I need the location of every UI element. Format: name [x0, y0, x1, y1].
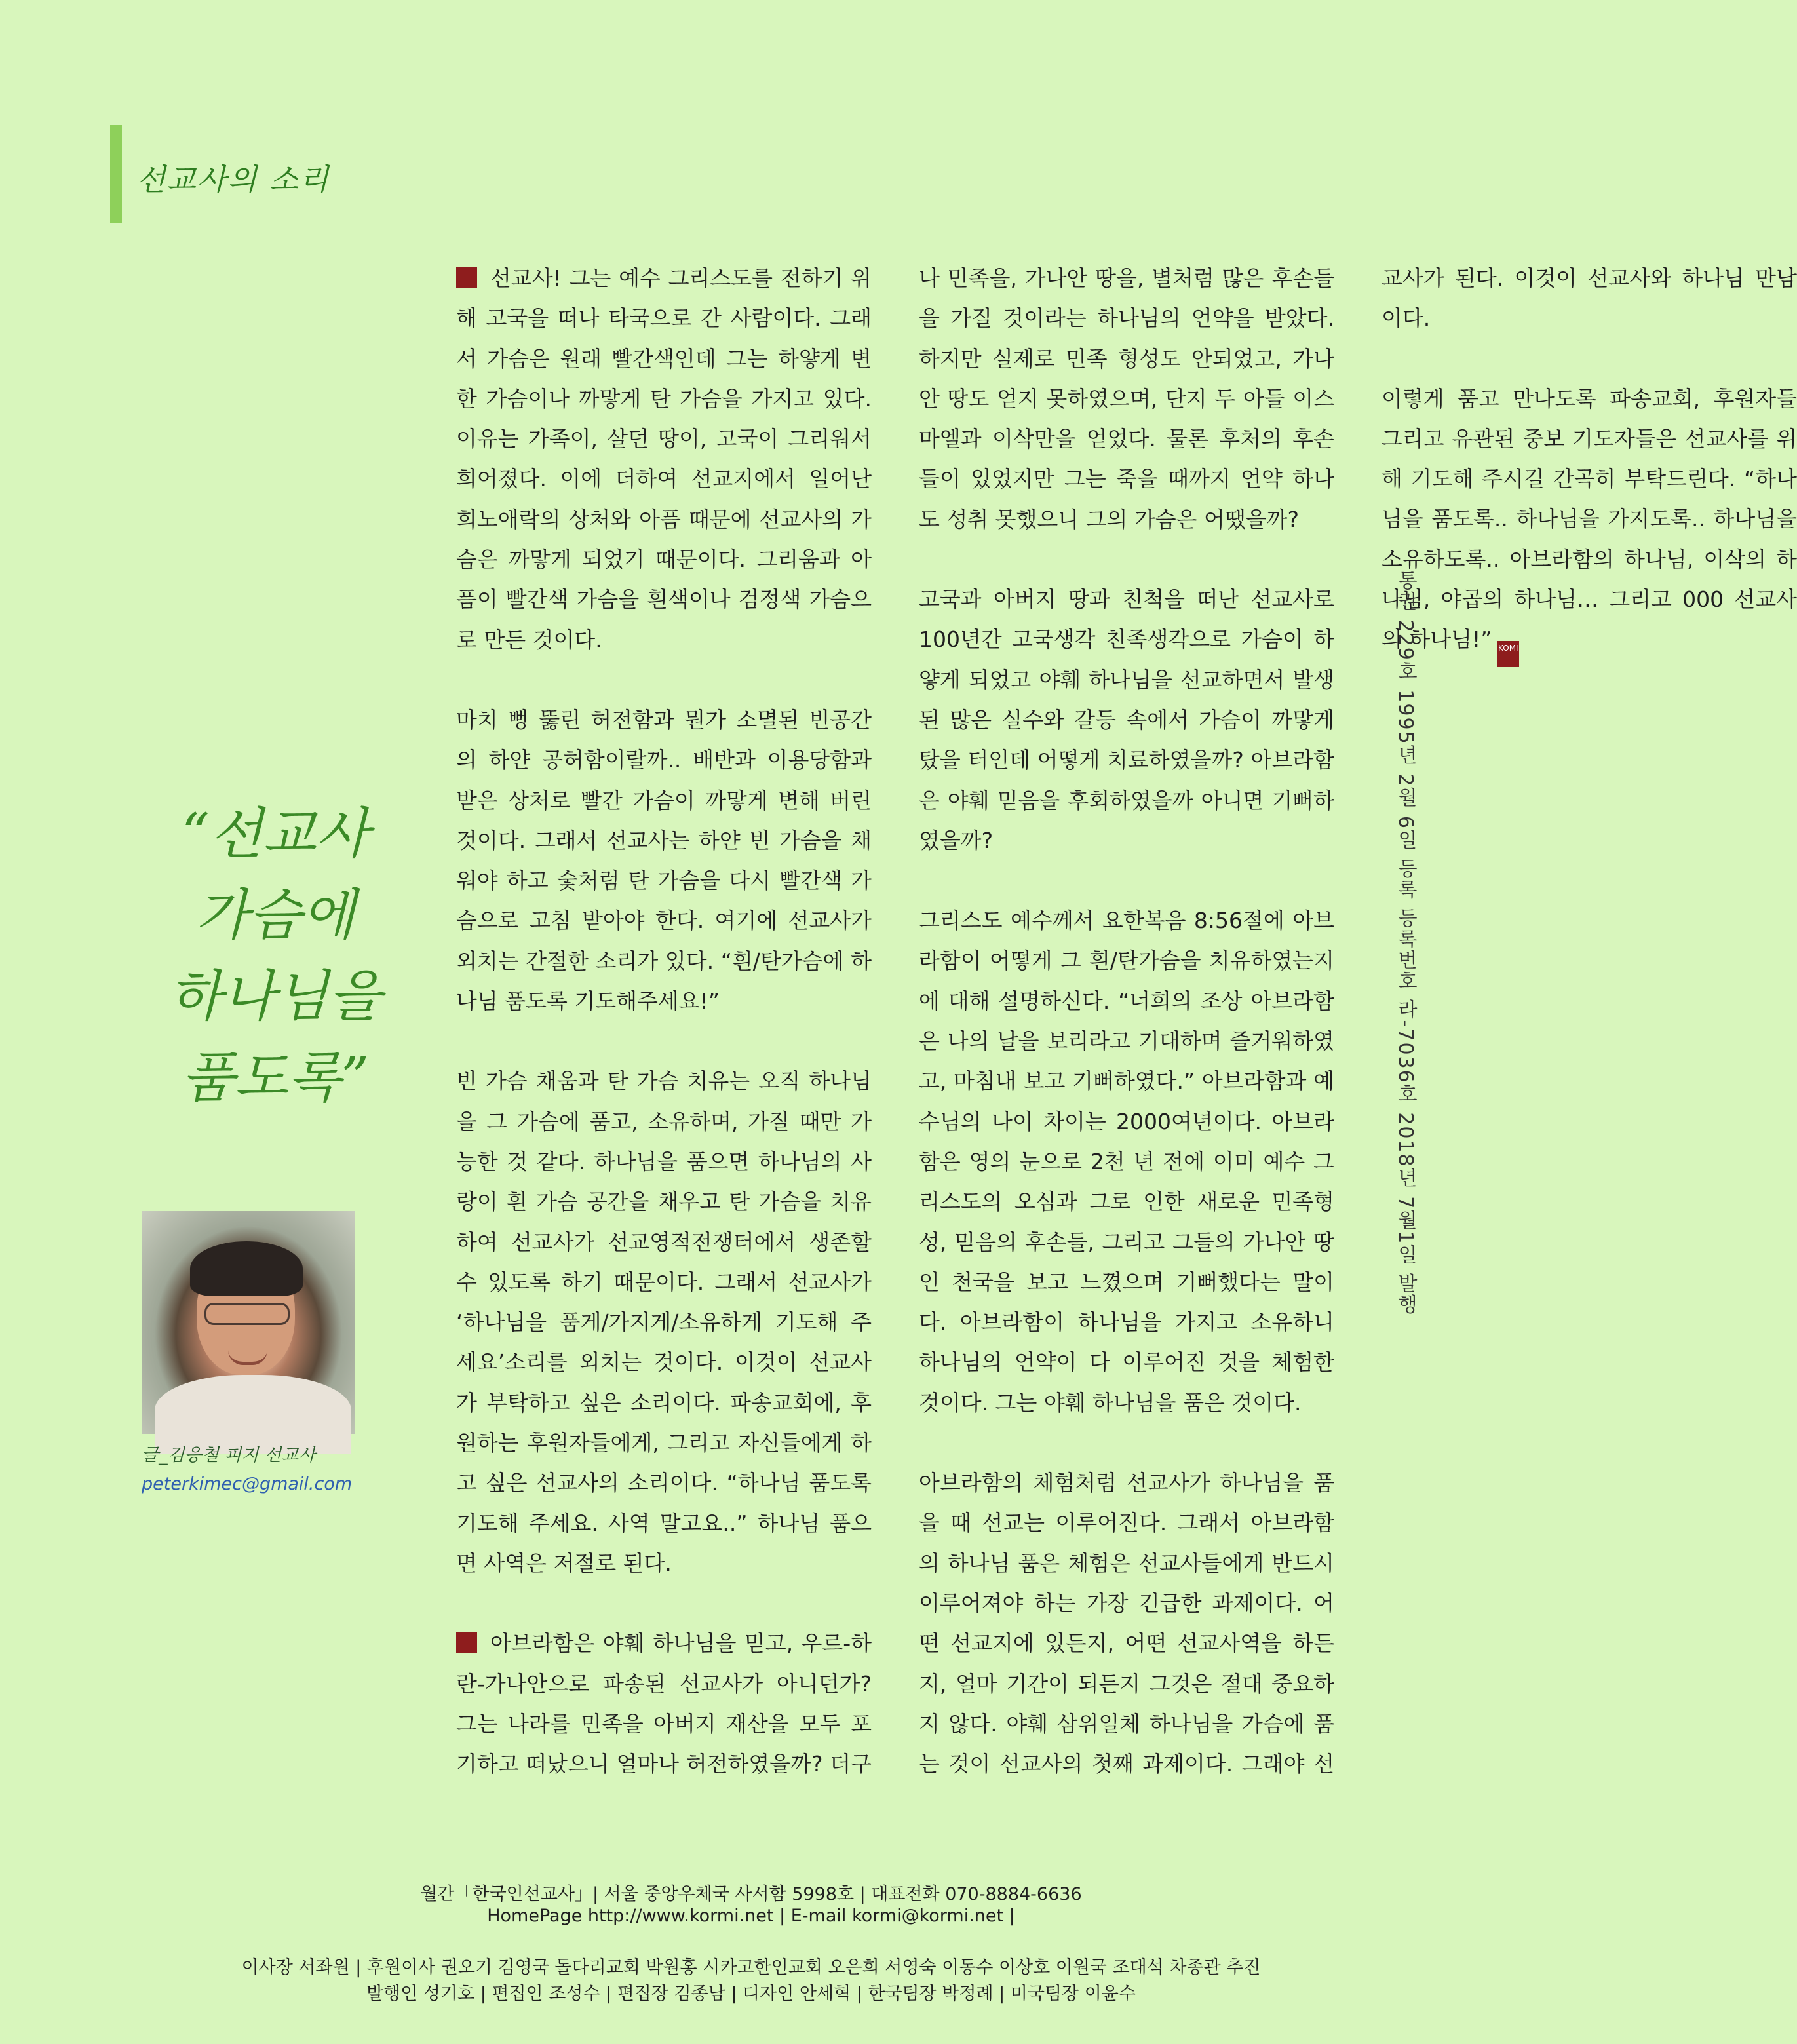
footer-web[interactable]: HomePage http://www.kormi.net | E-mail kormi@kormi.net |	[487, 1906, 1015, 1926]
paragraph-marker-icon	[456, 1632, 477, 1653]
article-paragraph: 아브라함은 야훼 하나님을 믿고, 우르-하란-가나안으로 파송된 선교사가 아니던가? 그는 나라를 민족을 아버지 재산을 모두 포기하고 떠났으니 얼마나 허전하였을까? 더구나 민족을, 가나안 땅을, 별처럼 많은 후손들을 가질 것이라는 하나님의 언약을 받았다. 하지만 실제로 민족 형성도 안되었고, 가나안 땅도 얻지 못하였으며, 단지 두 아들 이스마엘과 이삭만을 얻었다. 물론 후처의 후손들이 있었지만 그는 죽을 때까지 언약 하나도 성취 못했으니 그의 가슴은 어땠을까?	[456, 265, 1334, 1777]
footer-staff: 발행인 성기호 | 편집인 조성수 | 편집장 김종남 | 디자인 안세혁 | 한국팀장 박정례 | 미국팀장 이윤수	[366, 1984, 1136, 2004]
article-paragraph: 그리스도 예수께서 요한복음 8:56절에 아브라함이 어떻게 그 흰/탄가슴을 치유하였는지에 대해 설명하신다. “너희의 조상 아브라함은 나의 날을 보리라고 기대하며 즐거워하였고, 마침내 보고 기뻐하였다.” 아브라함과 예수님의 나이 차이는 2000여년이다. 아브라함은 영의 눈으로 2천 년 전에 이미 예수 그리스도의 오심과 그로 인한 새로운 민족형성, 믿음의 후손들, 그리고 그들의 가나안 땅인 천국을 보고 느꼈으며 기뻐했다는 말이다. 아브라함이 하나님을 가지고 소유하니 하나님의 언약이 다 이루어진 것을 체험한 것이다. 그는 야훼 하나님을 품은 것이다.	[919, 908, 1334, 1416]
footer-board: 이사장 서좌원 | 후원이사 권오기 김영국 돌다리교회 박원홍 시카고한인교회 오은희 서영숙 이동수 이상호 이원국 조대석 차종관 추진	[241, 1957, 1261, 1978]
paragraph-marker-icon	[456, 267, 477, 288]
article-paragraph: 고국과 아버지 땅과 친척을 떠난 선교사로 100년간 고국생각 친족생각으로 가슴이 하얗게 되었고 야훼 하나님을 선교하면서 발생된 많은 실수와 갈등 속에서 가슴이 까맣게 탔을 터인데 어떻게 치료하였을까? 아브라함은 야훼 믿음을 후회하였을까 아니면 기뻐하였을까?	[919, 587, 1334, 853]
article-paragraph: 이렇게 품고 만나도록 파송교회, 후원자들 그리고 유관된 중보 기도자들은 선교사를 위해 기도해 주시길 간곡히 부탁드린다. “하나님을 품도록.. 하나님을 가지도록.. 하나님을 소유하도록.. 아브라함의 하나님, 이삭의 하나님, 야곱의 하나님… 그리고 000 선교사의 하나님!” KOMI	[1382, 379, 1797, 668]
pull-quote	[164, 793, 387, 1118]
section-label: 선교사의 소리	[136, 162, 330, 197]
section-accent-bar	[110, 125, 122, 223]
komi-logo-icon: KOMI	[1497, 641, 1519, 667]
author-photo	[142, 1211, 355, 1434]
article-paragraph: 선교사! 그는 예수 그리스도를 전하기 위해 고국을 떠나 타국으로 간 사람이다. 그래서 가슴은 원래 빨간색인데 그는 하얗게 변한 가슴이나 까맣게 탄 가슴을 가지고 있다. 이유는 가족이, 살던 땅이, 고국이 그리워서 희어졌다. 이에 더하여 선교지에서 일어난 희노애락의 상처와 아픔 때문에 선교사의 가슴은 까맣게 되었기 때문이다. 그리움과 아픔이 빨간색 가슴을 흰색이나 검정색 가슴으로 만든 것이다.	[456, 265, 872, 653]
article-paragraph: 아브라함의 체험처럼 선교사가 하나님을 품을 때 선교는 이루어진다. 그래서 아브라함의 하나님 품은 체험은 선교사들에게 반드시 이루어져야 하는 가장 긴급한 과제이다. 어떤 선교지에 있든지, 어떤 선교사역을 하든지, 얼마 기간이 되든지 그것은 절대 중요하지 않다. 야훼 삼위일체 하나님을 가슴에 품는 것이 선교사의 첫째 과제이다. 그래야 선교사가 된다. 이것이 선교사와 하나님 만남이다.	[919, 265, 1797, 1777]
article-paragraph: 빈 가슴 채움과 탄 가슴 치유는 오직 하나님을 그 가슴에 품고, 소유하며, 가질 때만 가능한 것 같다. 하나님을 품으면 하나님의 사랑이 흰 가슴 공간을 채우고 탄 가슴을 치유하여 선교사가 선교영적전쟁터에서 생존할 수 있도록 하기 때문이다. 그래서 선교사가 ‘하나님을 품게/가지게/소유하게 기도해 주세요’소리를 외치는 것이다. 이것이 선교사가 부탁하고 싶은 소리이다. 파송교회에, 후원하는 후원자들에게, 그리고 자신들에게 하고 싶은 선교사의 소리이다. “하나님 품도록 기도해 주세요. 사역 말고요..” 하나님 품으면 사역은 저절로 된다.	[456, 1068, 872, 1576]
author-name: 글_김응철 피지 선교사	[142, 1445, 316, 1465]
footer-contact: 월간「한국인선교사」| 서울 중앙우체국 사서함 5998호 | 대표전화 070-8884-6636	[420, 1884, 1082, 1904]
publication-info: 통권 229호 1995년 2월 6일 등록 등록번호 라-7036호 2018년 7월1일 발행	[1394, 570, 1417, 1315]
author-email[interactable]: peterkimec@gmail.com	[142, 1474, 353, 1494]
pull-quote-line: 가슴에	[195, 883, 355, 947]
pull-quote-line: 하나님을	[168, 964, 382, 1028]
byline	[142, 1440, 377, 1494]
article-paragraph: 마치 뻥 뚫린 허전함과 뭔가 소멸된 빈공간의 하얀 공허함이랄까.. 배반과 이용당함과 받은 상처로 빨간 가슴이 까맣게 변해 버린 것이다. 그래서 선교사는 하얀 빈 가슴을 채워야 하고 숯처럼 탄 가슴을 다시 빨간색 가슴으로 고침 받아야 한다. 여기에 선교사가 외치는 간절한 소리가 있다. “흰/탄가슴에 하나님 품도록 기도해주세요!”	[456, 706, 872, 1014]
pull-quote-line: “선교사	[181, 801, 370, 866]
pull-quote-line: 품도록”	[181, 1045, 370, 1109]
